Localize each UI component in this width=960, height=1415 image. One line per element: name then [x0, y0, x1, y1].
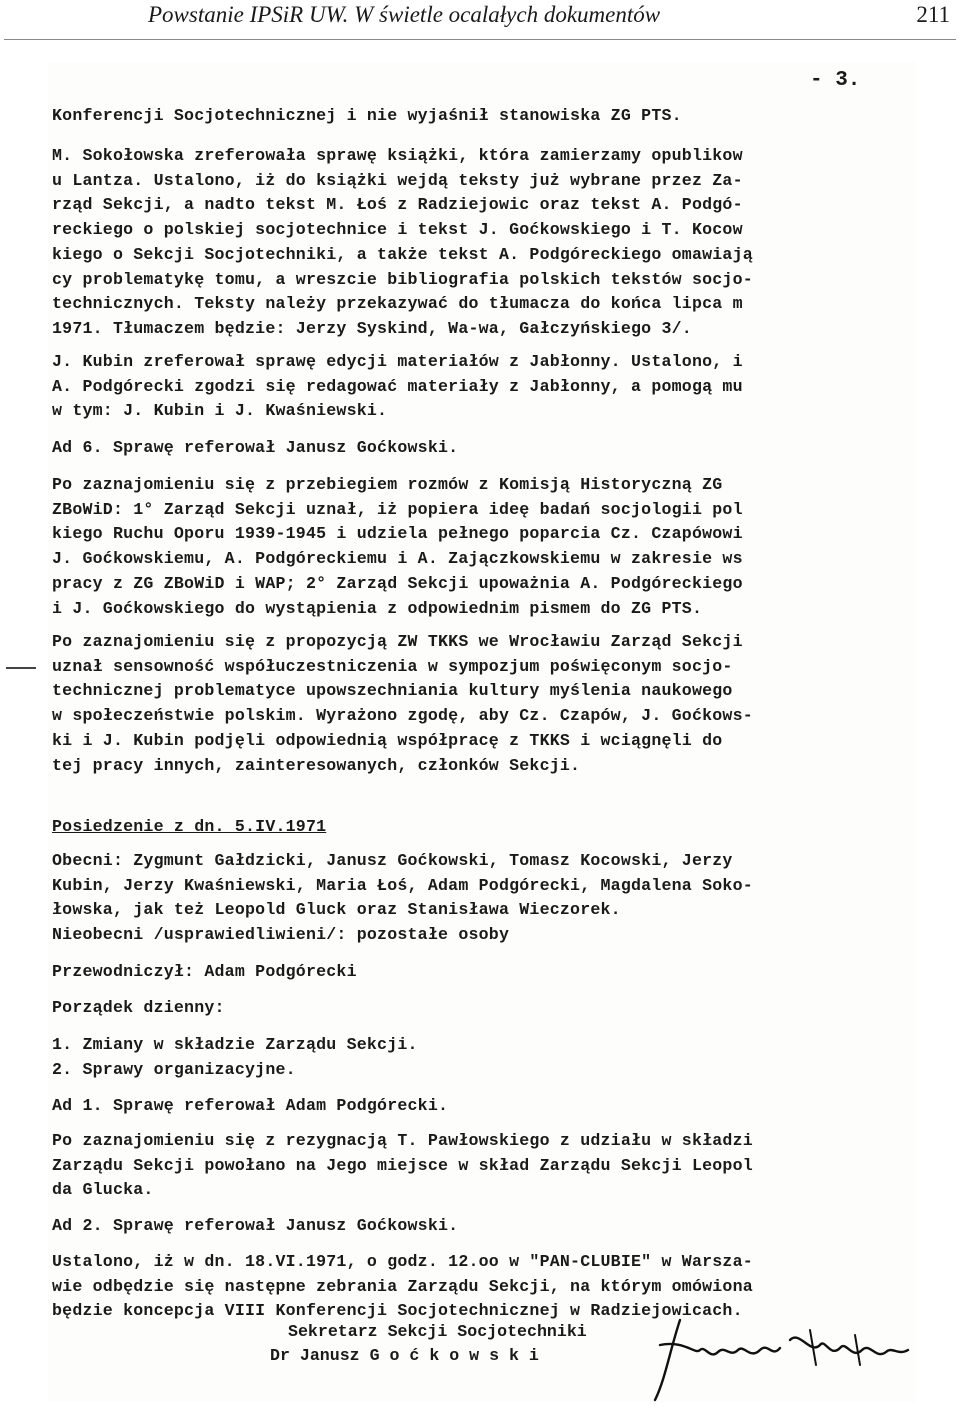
text-line: A. Podgórecki zgodzi się redagować materiały z Jabłonny, a pomogą mu	[52, 376, 743, 396]
running-title: Powstanie IPSiR UW. W świetle ocalałych dokumentów	[148, 2, 661, 27]
text-line: J. Goćkowskiemu, A. Podgóreckiemu i A. Zajączkowskiemu w zakresie ws	[52, 549, 743, 569]
text-line: Po zaznajomieniu się z propozycją ZW TKKS we Wrocławiu Zarząd Sekcji	[52, 632, 743, 651]
text-line: Konferencji Socjotechnicznej i nie wyjaśnił stanowiska ZG PTS.	[52, 106, 682, 125]
text-line: tej pracy innych, zainteresowanych, członków Sekcji.	[52, 755, 581, 775]
text-line: u Lantza. Ustalono, iż do książki wejdą teksty już wybrane przez Za-	[52, 170, 743, 190]
text-line: M. Sokołowska zreferowała sprawę książki, która zamierzamy opublikow	[52, 146, 743, 165]
text-line: Zarządu Sekcji powołano na Jego miejsce w skład Zarządu Sekcji Leopol	[52, 1155, 753, 1175]
text-line: Po zaznajomieniu się z rezygnacją T. Pawłowskiego z udziału w składzi	[52, 1131, 753, 1150]
page-number: 211	[916, 2, 950, 27]
text-line: da Glucka.	[52, 1180, 154, 1200]
text-line: J. Kubin zreferował sprawę edycji materiałów z Jabłonny. Ustalono, i	[52, 352, 743, 371]
text-line: Kubin, Jerzy Kwaśniewski, Maria Łoś, Adam Podgórecki, Magdalena Soko-	[52, 875, 753, 895]
paragraph-p14	[52, 1214, 912, 1239]
text-line: Posiedzenie z dn. 5.IV.1971	[52, 817, 327, 836]
paragraph-p3	[52, 350, 912, 424]
text-line: technicznych. Teksty należy przekazywać do tłumacza do końca lipca m	[52, 294, 743, 314]
paragraph-p9	[52, 960, 912, 985]
margin-dash-mark	[6, 667, 36, 669]
text-line: Po zaznajomieniu się z przebiegiem rozmów z Komisją Historyczną ZG	[52, 475, 723, 494]
paragraph-p8	[52, 849, 912, 948]
text-line: Ustalono, iż w dn. 18.VI.1971, o godz. 12.oo w "PAN-CLUBIE" w Warsza-	[52, 1252, 753, 1271]
text-line: łowska, jak też Leopold Gluck oraz Stanisława Wieczorek.	[52, 900, 621, 920]
paragraph-p12	[52, 1094, 912, 1119]
text-line: ki i J. Kubin podjęli odpowiednią współpracę z TKKS i wciągnęli do	[52, 730, 723, 750]
text-line: w społeczeństwie polskim. Wyrażono zgodę, aby Cz. Czapów, J. Goćkows-	[52, 706, 753, 726]
header-rule	[4, 39, 956, 40]
signature-name: Dr Janusz G o ć k o w s k i	[270, 1346, 539, 1365]
paragraph-p4	[52, 436, 912, 461]
text-line: ZBoWiD: 1° Zarząd Sekcji uznał, iż popiera ideę badań socjologii pol	[52, 499, 743, 519]
text-line: Ad 6. Sprawę referował Janusz Goćkowski.	[52, 438, 459, 457]
text-line: Ad 1. Sprawę referował Adam Podgórecki.	[52, 1096, 449, 1115]
text-line: kiego Ruchu Oporu 1939-1945 i udziela pełnego poparcia Cz. Czapówowi	[52, 524, 743, 544]
paragraph-p5	[52, 473, 912, 621]
text-line: cy problematykę tomu, a wreszcie bibliografia polskich tekstów socjo-	[52, 269, 753, 289]
text-line: kiego o Sekcji Socjotechniki, a także tekst A. Podgóreckiego omawiają	[52, 244, 753, 264]
text-line: 1. Zmiany w składzie Zarządu Sekcji.	[52, 1035, 418, 1054]
text-line: rząd Sekcji, a nadto tekst M. Łoś z Radziejowic oraz tekst A. Podgó-	[52, 195, 743, 215]
paragraph-p1	[52, 104, 912, 129]
text-line: Porządek dzienny:	[52, 998, 225, 1017]
text-line: pracy z ZG ZBoWiD i WAP; 2° Zarząd Sekcji upoważnia A. Podgóreckiego	[52, 573, 743, 593]
page-header	[0, 0, 960, 40]
text-line: Ad 2. Sprawę referował Janusz Goćkowski.	[52, 1216, 459, 1235]
paragraph-p13	[52, 1129, 912, 1203]
text-line: Obecni: Zygmunt Gałdzicki, Janusz Goćkowski, Tomasz Kocowski, Jerzy	[52, 851, 733, 870]
document-page-marker: - 3.	[810, 69, 861, 92]
signature-role: Sekretarz Sekcji Socjotechniki	[288, 1322, 587, 1341]
text-line: i J. Goćkowskiego do wystąpienia z odpowiednim pismem do ZG PTS.	[52, 598, 703, 618]
paragraph-p11	[52, 1033, 912, 1082]
paragraph-p10	[52, 996, 912, 1021]
text-line: Przewodniczył: Adam Podgórecki	[52, 962, 357, 981]
paragraph-p2	[52, 144, 912, 342]
text-line: Nieobecni /usprawiedliwieni/: pozostałe osoby	[52, 925, 510, 945]
text-line: 2. Sprawy organizacyjne.	[52, 1059, 296, 1079]
text-line: technicznej problematyce upowszechniania kultury myślenia naukowego	[52, 681, 733, 701]
paragraph-p7	[52, 815, 912, 840]
handwritten-signature	[640, 1310, 920, 1410]
text-line: w tym: J. Kubin i J. Kwaśniewski.	[52, 401, 388, 421]
text-line: reckiego o polskiej socjotechnice i tekst J. Goćkowskiego i T. Kocow	[52, 220, 743, 240]
text-line: będzie koncepcja VIII Konferencji Socjotechnicznej w Radziejowicach.	[52, 1301, 743, 1321]
text-line: 1971. Tłumaczem będzie: Jerzy Syskind, Wa-wa, Gałczyńskiego 3/.	[52, 318, 692, 338]
paragraph-p6	[52, 630, 912, 778]
text-line: uznał sensowność współuczestniczenia w sympozjum poświęconym socjo-	[52, 656, 733, 676]
text-line: wie odbędzie się następne zebrania Zarządu Sekcji, na którym omówiona	[52, 1276, 753, 1296]
